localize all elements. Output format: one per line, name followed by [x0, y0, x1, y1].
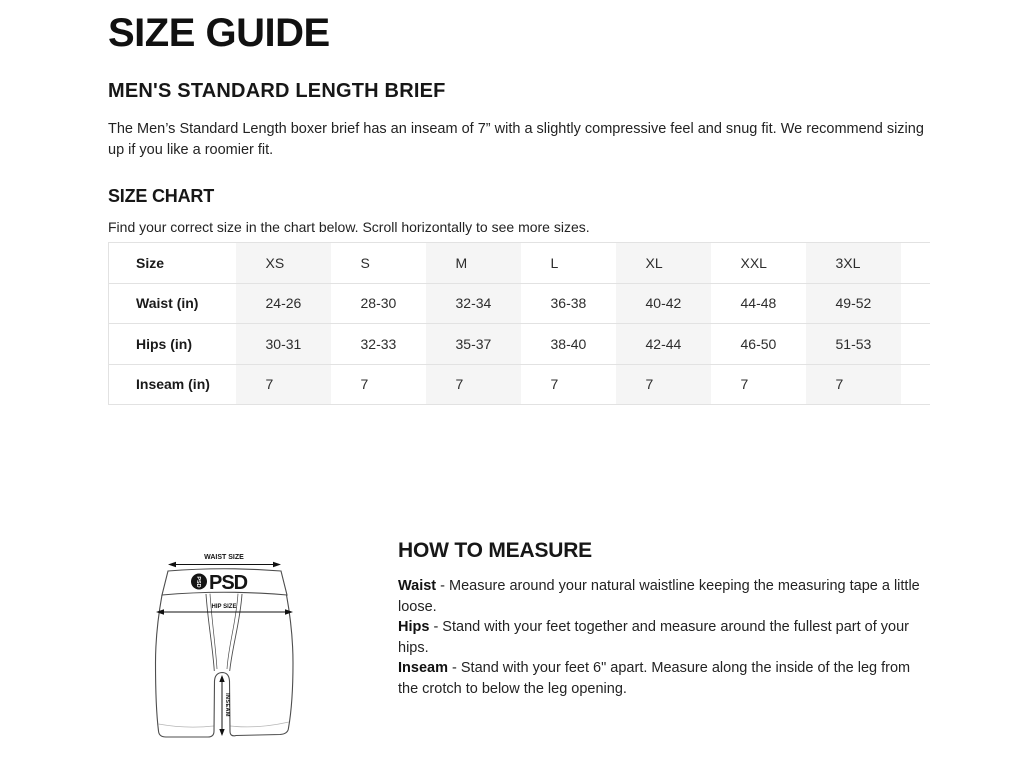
size-value-cell: 7: [806, 364, 901, 405]
size-table-row: [109, 283, 931, 324]
size-value-cell: 7: [331, 364, 426, 405]
how-to-measure-heading: HOW TO MEASURE: [398, 539, 592, 562]
size-value-cell: 35-37: [426, 324, 521, 365]
size-value-cell: 46-50: [711, 324, 806, 365]
size-value-cell: XS: [236, 243, 331, 284]
size-value-cell: 44-48: [711, 283, 806, 324]
inseam-label: INSEAM: [223, 693, 230, 717]
measure-instructions: [398, 576, 930, 699]
hip-size-label: HIP SIZE: [211, 604, 237, 610]
size-table: [108, 242, 930, 405]
row-label-cell: Hips (in): [109, 324, 236, 365]
size-value-cell: 3XL: [806, 243, 901, 284]
size-table-row: [109, 324, 931, 365]
psd-emblem-text: PSD: [195, 576, 201, 588]
psd-wordmark: PSD: [209, 572, 248, 594]
size-value-cell: 24-26: [236, 283, 331, 324]
size-value-cell: 51-53: [806, 324, 901, 365]
measure-item-hips: Hips - Stand with your feet together and measure around the fullest part of your hips.: [398, 619, 910, 656]
how-to-measure-text: [398, 539, 930, 699]
product-description: The Men’s Standard Length boxer brief has an inseam of 7” with a slightly compressive feel and snug fit. We recommend sizing up if you like a roomier fit.: [108, 121, 924, 158]
size-value-cell: 36-38: [521, 283, 616, 324]
waist-size-arrow: [168, 562, 281, 567]
size-table-scroll-area[interactable]: [108, 242, 930, 405]
psd-logo: [191, 572, 248, 594]
row-label-cell: Size: [109, 243, 236, 284]
size-value-cell: 28-30: [331, 283, 426, 324]
clipped-overflow-cell: [901, 283, 931, 324]
size-value-cell: S: [331, 243, 426, 284]
size-table-row: [109, 364, 931, 405]
how-to-measure-section: [108, 539, 930, 745]
size-value-cell: 49-52: [806, 283, 901, 324]
row-label-cell: Inseam (in): [109, 364, 236, 405]
leg-hem-seams: [159, 722, 290, 727]
product-title: MEN'S STANDARD LENGTH BRIEF: [108, 80, 446, 102]
size-table-body: [109, 243, 931, 405]
size-value-cell: 7: [711, 364, 806, 405]
row-label-cell: Waist (in): [109, 283, 236, 324]
size-value-cell: 7: [426, 364, 521, 405]
size-value-cell: XXL: [711, 243, 806, 284]
size-value-cell: 38-40: [521, 324, 616, 365]
clipped-overflow-cell: [901, 364, 931, 405]
size-value-cell: 7: [236, 364, 331, 405]
size-value-cell: L: [521, 243, 616, 284]
size-value-cell: 7: [616, 364, 711, 405]
hip-size-arrow: [156, 609, 293, 614]
size-table-header-row: [109, 243, 931, 284]
waist-size-label: WAIST SIZE: [204, 554, 244, 561]
size-chart-heading: SIZE CHART: [108, 186, 215, 206]
size-value-cell: XL: [616, 243, 711, 284]
size-chart-hint: Find your correct size in the chart below. Scroll horizontally to see more sizes.: [108, 219, 590, 235]
size-value-cell: 7: [521, 364, 616, 405]
measure-item-waist: Waist - Measure around your natural waistline keeping the measuring tape a little loose.: [398, 578, 920, 615]
boxer-brief-diagram: [152, 545, 302, 745]
size-value-cell: 32-34: [426, 283, 521, 324]
size-value-cell: 40-42: [616, 283, 711, 324]
page-title: SIZE GUIDE: [108, 11, 330, 55]
size-value-cell: M: [426, 243, 521, 284]
clipped-overflow-cell: [901, 324, 931, 365]
measure-item-inseam: Inseam - Stand with your feet 6" apart. Measure along the inside of the leg from the crotch to below the leg opening.: [398, 660, 911, 697]
clipped-overflow-cell: [901, 243, 931, 284]
size-value-cell: 32-33: [331, 324, 426, 365]
size-value-cell: 42-44: [616, 324, 711, 365]
size-value-cell: 30-31: [236, 324, 331, 365]
